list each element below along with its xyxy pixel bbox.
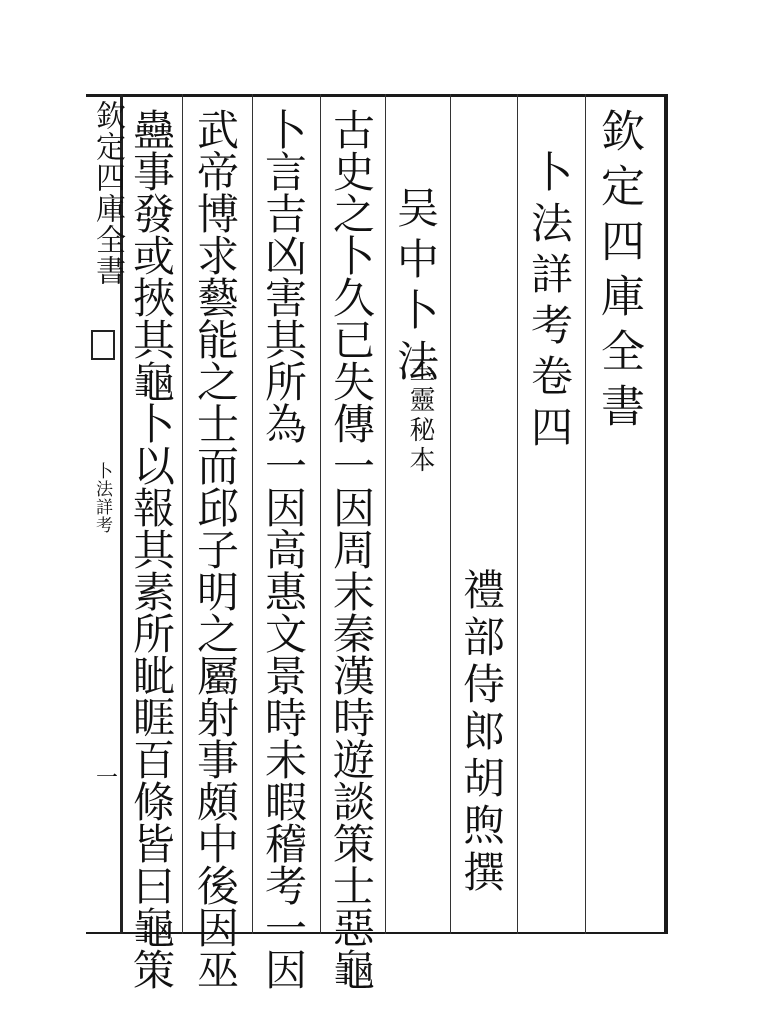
column-rule — [252, 94, 253, 934]
text-column-3: 武帝博求藝能之士而邱子明之屬射事頗中後因巫 — [191, 108, 240, 990]
author-line: 禮部侍郎胡煦撰 — [457, 568, 506, 897]
margin-library-title: 欽定四庫全書 — [90, 100, 125, 286]
column-rule — [450, 94, 451, 934]
fishtail-mark — [91, 330, 115, 360]
column-rule — [517, 94, 518, 934]
column-rule — [385, 94, 386, 934]
text-column-1: 古史之卜久已失傳一因周末秦漢時遊談策士惡龜 — [327, 108, 376, 990]
section-title: 吴中卜法 — [391, 186, 440, 390]
text-column-2: 卜言吉凶害其所為一因高惠文景時未暇稽考一因 — [259, 108, 308, 990]
margin-book-title: 卜法詳考 — [92, 462, 112, 534]
library-title: 欽定四庫全書 — [593, 108, 644, 438]
text-column-4: 蠱事發或挾其龜卜以報其素所眦睚百條皆曰龜策 — [127, 108, 176, 990]
book-title: 卜法詳考卷四 — [525, 150, 574, 456]
column-rule — [320, 94, 321, 934]
column-rule — [585, 94, 586, 934]
column-rule — [182, 94, 183, 934]
section-note: 玉靈秘本 — [405, 356, 435, 476]
margin-page-number: 一 — [96, 766, 119, 791]
